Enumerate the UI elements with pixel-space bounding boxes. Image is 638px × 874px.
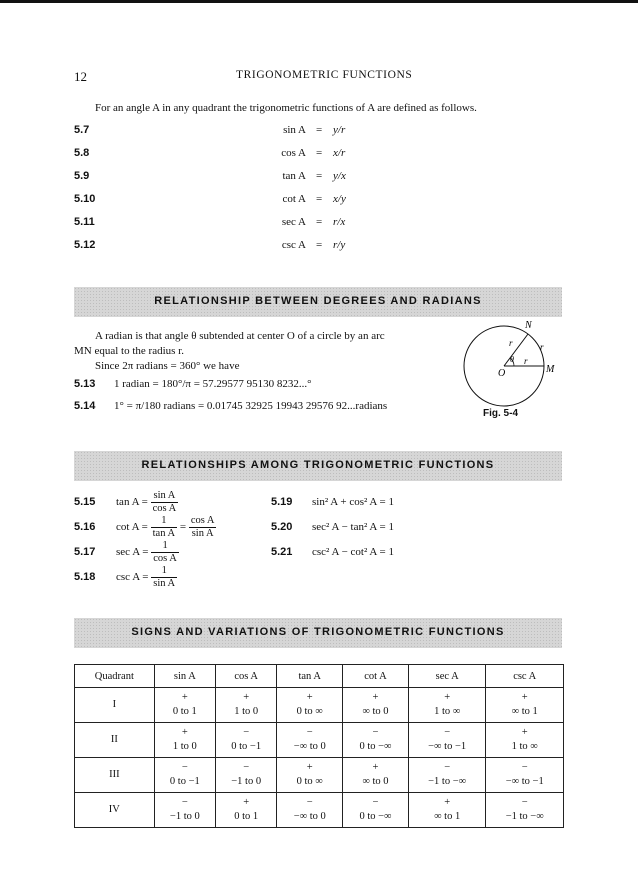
sign: − xyxy=(306,727,313,738)
lhs: sec A xyxy=(116,546,140,559)
lhs: sin A xyxy=(283,124,306,136)
fraction xyxy=(151,540,179,565)
eq-number: 5.16 xyxy=(74,521,96,533)
sign: + xyxy=(243,692,250,703)
quadrant-cell: II xyxy=(75,723,155,758)
eq-5-17: sec A = $\frac{1}{\text{cos A}}$ xyxy=(116,540,177,564)
variation: −∞ to −1 xyxy=(505,776,544,787)
sign: − xyxy=(372,797,379,808)
sign-variation-cell xyxy=(343,688,409,723)
sign: + xyxy=(243,797,250,808)
rhs: y/x xyxy=(333,170,346,182)
variation: 0 to 1 xyxy=(234,811,259,822)
sign-variation-cell xyxy=(154,723,215,758)
sign: − xyxy=(444,762,451,773)
sign: + xyxy=(181,692,188,703)
table-body xyxy=(75,688,564,828)
label-r: r xyxy=(509,338,513,348)
eq-5-20: sec² A − tan² A = 1 xyxy=(312,521,394,533)
rhs: y/r xyxy=(333,124,346,136)
lhs: csc A xyxy=(116,571,140,584)
section-heading: RELATIONSHIP BETWEEN DEGREES AND RADIANS xyxy=(154,295,482,307)
page-title: TRIGONOMETRIC FUNCTIONS xyxy=(236,69,413,81)
sign-variation-cell xyxy=(486,793,564,828)
eq-number: 5.12 xyxy=(74,239,96,251)
equals-sign: = xyxy=(316,193,323,205)
equals-sign: = xyxy=(316,124,323,136)
sign-variation-cell xyxy=(216,688,277,723)
sign: − xyxy=(444,727,451,738)
section-heading: RELATIONSHIPS AMONG TRIGONOMETRIC FUNCTIONS xyxy=(141,459,495,471)
sign-variation-cell xyxy=(408,688,486,723)
fraction xyxy=(151,565,177,590)
sign-variation-cell xyxy=(343,723,409,758)
table-row xyxy=(75,723,564,758)
sign: + xyxy=(521,692,528,703)
variation: ∞ to 0 xyxy=(362,776,389,787)
variation: 0 to −1 xyxy=(169,776,200,787)
label-O: O xyxy=(498,368,506,379)
sign: + xyxy=(444,692,451,703)
page-number: 12 xyxy=(74,69,87,84)
figure-caption: Fig. 5-4 xyxy=(483,408,519,419)
eq-5-15: tan A = $\frac{\text{sin A}}{\text{cos A}}$ xyxy=(116,490,177,514)
sign: − xyxy=(306,797,313,808)
sign-variation-cell xyxy=(486,758,564,793)
definition-row xyxy=(0,216,638,232)
lhs: cot A xyxy=(116,521,139,534)
radian-definition-line1: A radian is that angle θ subtended at center O of a circle by an arc xyxy=(95,330,385,342)
eq-5-13: 1 radian = 180°/π = 57.29577 95130 8232...° xyxy=(114,378,312,390)
sign: + xyxy=(181,727,188,738)
lhs: csc A xyxy=(281,239,306,251)
rhs: r/x xyxy=(333,216,346,228)
eq-number: 5.8 xyxy=(74,147,90,159)
fraction xyxy=(151,490,179,515)
variation: ∞ to 1 xyxy=(434,811,461,822)
label-M: M xyxy=(546,364,555,375)
sign-variation-cell xyxy=(154,793,215,828)
equals-sign: = xyxy=(316,147,323,159)
variation: 1 to 0 xyxy=(172,741,197,752)
radian-definition-line2: MN equal to the radius r. xyxy=(74,345,184,357)
fraction xyxy=(151,515,177,540)
denominator: tan A xyxy=(152,528,176,539)
definition-row xyxy=(0,193,638,209)
variation: −1 to 0 xyxy=(231,776,262,787)
sign-variation-cell xyxy=(408,723,486,758)
lhs: tan A xyxy=(282,170,306,182)
numerator: 1 xyxy=(151,540,179,553)
eq-number: 5.7 xyxy=(74,124,90,136)
variation: 0 to −1 xyxy=(231,741,262,752)
column-header: csc A xyxy=(486,665,564,688)
eq-number: 5.10 xyxy=(74,193,96,205)
rhs: x/y xyxy=(333,193,346,205)
equals-sign: = xyxy=(316,216,323,228)
variation: −∞ to 0 xyxy=(293,741,326,752)
sign: + xyxy=(306,692,313,703)
label-r: r xyxy=(524,356,528,366)
sign-variation-cell xyxy=(154,688,215,723)
lhs: cos A xyxy=(281,147,306,159)
lhs: tan A xyxy=(116,496,139,509)
section-banner-signs xyxy=(74,618,562,648)
sign-variation-cell xyxy=(343,758,409,793)
variation: −1 to 0 xyxy=(169,811,200,822)
sign: − xyxy=(521,797,528,808)
variation: 1 to ∞ xyxy=(434,706,461,717)
eq-5-18: csc A = $\frac{1}{\text{sin A}}$ xyxy=(116,565,176,589)
denominator: cos A xyxy=(153,553,177,564)
sign-variation-cell xyxy=(216,793,277,828)
sign-variation-cell xyxy=(486,688,564,723)
column-header: Quadrant xyxy=(75,665,155,688)
variation: 1 to ∞ xyxy=(511,741,538,752)
sign-variation-cell xyxy=(343,793,409,828)
table-header-row xyxy=(75,665,564,688)
quadrant-cell: III xyxy=(75,758,155,793)
sign: − xyxy=(372,727,379,738)
sign-variation-cell xyxy=(216,723,277,758)
variation: −1 to −∞ xyxy=(505,811,544,822)
signs-table xyxy=(74,664,564,828)
sign-variation-cell xyxy=(486,723,564,758)
column-header: sec A xyxy=(408,665,486,688)
variation: 0 to ∞ xyxy=(296,706,323,717)
definition-row xyxy=(0,147,638,163)
sign: + xyxy=(372,692,379,703)
eq-number: 5.17 xyxy=(74,546,96,558)
table-row xyxy=(75,688,564,723)
since-line: Since 2π radians = 360° we have xyxy=(95,360,240,372)
rhs: r/y xyxy=(333,239,346,251)
eq-5-14: 1° = π/180 radians = 0.01745 32925 19943 29576 92...radians xyxy=(114,400,388,412)
sign: − xyxy=(243,727,250,738)
eq-5-21: csc² A − cot² A = 1 xyxy=(312,546,394,558)
variation: −1 to −∞ xyxy=(428,776,467,787)
eq-5-19: sin² A + cos² A = 1 xyxy=(312,496,394,508)
sign: − xyxy=(521,762,528,773)
sign: + xyxy=(521,727,528,738)
sign-variation-cell xyxy=(277,793,343,828)
eq-number: 5.15 xyxy=(74,496,96,508)
lhs: cot A xyxy=(282,193,306,205)
sign: − xyxy=(243,762,250,773)
eq-number: 5.11 xyxy=(74,216,95,228)
table-row xyxy=(75,793,564,828)
sign-variation-cell xyxy=(216,758,277,793)
eq-number: 5.18 xyxy=(74,571,96,583)
sign-variation-cell xyxy=(408,793,486,828)
eq-number: 5.13 xyxy=(74,378,96,390)
variation: 0 to ∞ xyxy=(296,776,323,787)
eq-number: 5.14 xyxy=(74,400,96,412)
sign: − xyxy=(181,762,188,773)
variation: 0 to −∞ xyxy=(359,741,392,752)
sign-variation-cell xyxy=(277,758,343,793)
label-N: N xyxy=(525,320,532,331)
column-header: cos A xyxy=(216,665,277,688)
eq-5-16: cot A = $\frac{1}{\text{tan A}}$ = $\frac{\text{cos A}}{\text{sin A}}$ xyxy=(116,515,215,539)
numerator: sin A xyxy=(151,490,179,503)
lhs: sec A xyxy=(281,216,306,228)
eq-number: 5.20 xyxy=(271,521,293,533)
quadrant-cell: IV xyxy=(75,793,155,828)
denominator: cos A xyxy=(152,503,177,514)
quadrant-cell: I xyxy=(75,688,155,723)
definition-row xyxy=(0,124,638,140)
sign: − xyxy=(181,797,188,808)
variation: −∞ to 0 xyxy=(293,811,326,822)
label-theta: θ xyxy=(510,355,514,364)
denominator: sin A xyxy=(191,528,214,539)
sign-variation-cell xyxy=(154,758,215,793)
section-banner-relationships xyxy=(74,451,562,481)
intro-text: For an angle A in any quadrant the trigonometric functions of A are defined as follows. xyxy=(95,102,477,114)
section-heading: SIGNS AND VARIATIONS OF TRIGONOMETRIC FUNCTIONS xyxy=(131,626,505,638)
label-r: r xyxy=(540,342,544,352)
numerator: 1 xyxy=(151,515,177,528)
variation: ∞ to 1 xyxy=(511,706,538,717)
column-header: tan A xyxy=(277,665,343,688)
variation: 0 to −∞ xyxy=(359,811,392,822)
variation: −∞ to −1 xyxy=(428,741,467,752)
eq-number: 5.21 xyxy=(271,546,293,558)
rhs: x/r xyxy=(333,147,346,159)
definition-row xyxy=(0,170,638,186)
sign: + xyxy=(372,762,379,773)
sign-variation-cell xyxy=(408,758,486,793)
numerator: 1 xyxy=(151,565,177,578)
variation: 1 to 0 xyxy=(234,706,259,717)
fraction xyxy=(189,515,217,540)
section-banner-degrees-radians xyxy=(74,287,562,317)
equals-sign: = xyxy=(316,239,323,251)
column-header: cot A xyxy=(343,665,409,688)
eq-number: 5.19 xyxy=(271,496,293,508)
variation: 0 to 1 xyxy=(172,706,197,717)
sign-variation-cell xyxy=(277,688,343,723)
definition-row xyxy=(0,239,638,255)
sign-variation-cell xyxy=(277,723,343,758)
table-row xyxy=(75,758,564,793)
sign: + xyxy=(306,762,313,773)
sign: + xyxy=(444,797,451,808)
variation: ∞ to 0 xyxy=(362,706,389,717)
column-header: sin A xyxy=(154,665,215,688)
top-rule xyxy=(0,0,638,3)
denominator: sin A xyxy=(153,578,176,589)
eq-number: 5.9 xyxy=(74,170,90,182)
equals-sign: = xyxy=(316,170,323,182)
numerator: cos A xyxy=(190,515,215,526)
